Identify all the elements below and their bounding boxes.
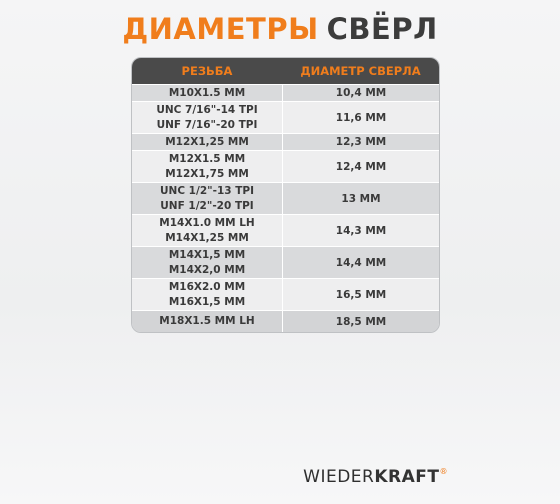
table-row	[132, 133, 439, 150]
header-thread: РЕЗЬБА	[181, 64, 233, 78]
table-header	[132, 58, 439, 84]
thread-value: M16X2.0 MM	[168, 280, 246, 293]
drill-cell: 14,3 MM	[335, 224, 387, 237]
thread-cell	[132, 279, 283, 310]
drill-cell: 18,5 MM	[335, 315, 387, 328]
drill-diameter-table	[131, 57, 440, 333]
thread-value: M12X1,75 MM	[165, 167, 249, 180]
thread-value: M14X2,0 MM	[168, 263, 246, 276]
table-row	[132, 246, 439, 278]
brand-part-2: KRAFT	[374, 467, 440, 487]
thread-cell	[132, 311, 283, 332]
table-row	[132, 278, 439, 310]
thread-cell	[132, 102, 283, 133]
drill-cell: 10,4 MM	[335, 87, 387, 99]
thread-value: M14X1.0 MM LH	[159, 216, 255, 229]
table-row	[132, 150, 439, 182]
registered-mark: ®	[439, 467, 448, 476]
thread-cell	[132, 183, 283, 214]
thread-value: M14X1,25 MM	[165, 231, 249, 244]
drill-cell: 12,3 MM	[335, 136, 387, 148]
table-row	[132, 101, 439, 133]
brand-logo	[303, 467, 448, 487]
thread-cell	[132, 151, 283, 182]
thread-value: M10X1.5 MM	[168, 86, 246, 99]
thread-cell	[132, 85, 283, 101]
thread-value: M18X1.5 MM LH	[159, 315, 255, 327]
table-row	[132, 310, 439, 332]
thread-value: UNF 7/16"-20 TPI	[156, 118, 258, 131]
title-word-2: СВЁРЛ	[326, 12, 438, 46]
thread-value: UNF 1/2"-20 TPI	[160, 199, 254, 212]
drill-cell: 13 MM	[341, 192, 381, 205]
thread-value: M12X1,25 MM	[165, 135, 249, 148]
table-row	[132, 214, 439, 246]
page-title	[0, 12, 560, 46]
thread-cell	[132, 215, 283, 246]
drill-cell: 12,4 MM	[335, 160, 387, 173]
thread-value: M16X1,5 MM	[168, 295, 246, 308]
thread-value: UNC 1/2"-13 TPI	[160, 184, 254, 197]
table-row	[132, 182, 439, 214]
drill-cell: 14,4 MM	[335, 256, 387, 269]
thread-cell	[132, 247, 283, 278]
table-row	[132, 84, 439, 101]
thread-value: M14X1,5 MM	[168, 248, 246, 261]
thread-value: M12X1.5 MM	[168, 152, 246, 165]
thread-cell	[132, 134, 283, 150]
drill-cell: 16,5 MM	[335, 288, 387, 301]
header-drill-diameter: ДИАМЕТР СВЕРЛА	[300, 64, 421, 78]
brand-part-1: WIEDER	[303, 467, 375, 487]
title-word-1: ДИАМЕТРЫ	[122, 12, 319, 46]
drill-cell: 11,6 MM	[335, 111, 387, 124]
thread-value: UNC 7/16"-14 TPI	[156, 103, 258, 116]
